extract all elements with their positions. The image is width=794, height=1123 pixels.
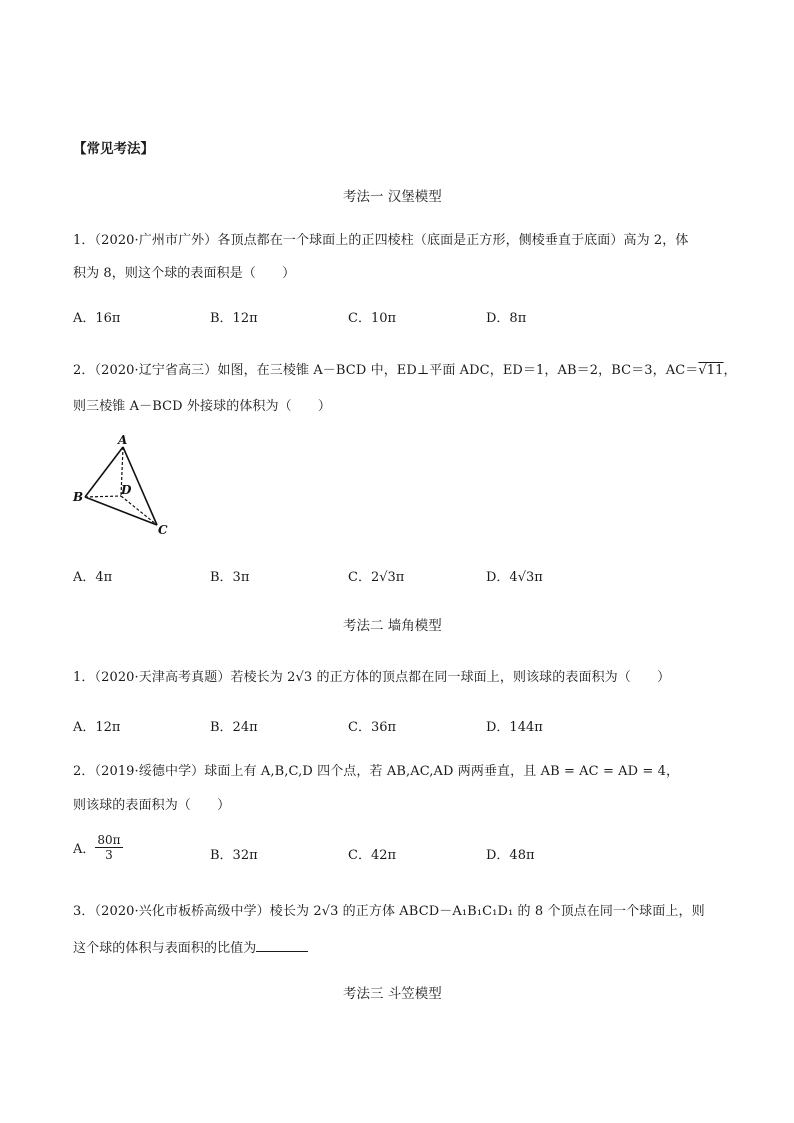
figure-label-c: C — [158, 523, 168, 537]
section-title-1: 考法一 汉堡模型 — [343, 189, 442, 205]
s1-q1-option-a[interactable]: A．16π — [73, 311, 121, 326]
tetrahedron-figure — [68, 430, 178, 540]
s2-q2-option-a-fraction — [95, 833, 122, 862]
figure-label-d: D — [121, 483, 132, 497]
s2-q2-option-b[interactable]: B．32π — [210, 848, 258, 863]
s2-q1-option-a[interactable]: A．12π — [73, 720, 121, 735]
s1-q1-option-d[interactable]: D．8π — [486, 311, 527, 326]
s2-q1-option-d[interactable]: D．144π — [486, 720, 543, 735]
figure-label-b: B — [73, 490, 84, 504]
s1-q1-line1: 1．（2020·广州市广外）各顶点都在一个球面上的正四棱柱（底面是正方形，侧棱垂直于底面）高为 2，体 — [73, 233, 689, 248]
fraction-numerator: 80π — [97, 833, 121, 847]
s1-q1-option-c[interactable]: C．10π — [348, 311, 397, 326]
s2-q3-line2 — [73, 937, 308, 956]
s1-q1-line2: 积为 8，则这个球的表面积是（ ） — [73, 266, 296, 281]
s1-q2-comma: ， — [723, 363, 737, 378]
s1-q2-option-d[interactable]: D．4√3π — [486, 570, 543, 585]
s1-q2-line2: 则三棱锥 A－BCD 外接球的体积为（ ） — [73, 399, 332, 414]
s2-q1-option-b[interactable]: B．24π — [210, 720, 258, 735]
s2-q1-line1: 1．（2020·天津高考真题）若棱长为 2√3 的正方体的顶点都在同一球面上，则该球的表面积为（ ） — [73, 670, 671, 685]
s1-q2-sqrt11: √11 — [698, 363, 724, 378]
s2-q2-option-c[interactable]: C．42π — [348, 848, 397, 863]
section-title-2: 考法二 墙角模型 — [343, 618, 442, 634]
page-header: 【常见考法】 — [73, 141, 154, 157]
s2-q2-option-d[interactable]: D．48π — [486, 848, 535, 863]
fraction-denominator: 3 — [105, 848, 113, 862]
s1-q2-option-c[interactable]: C．2√3π — [348, 570, 405, 585]
s2-q2-line1: 2．（2019·绥德中学）球面上有 A,B,C,D 四个点，若 AB,AC,AD 两两垂直，且 AB = AC = AD = 4， — [73, 764, 680, 779]
s1-q2-option-b[interactable]: B．3π — [210, 570, 250, 585]
s2-q3-line1: 3．（2020·兴化市板桥高级中学）棱长为 2√3 的正方体 ABCD－A₁B₁C₁D₁ 的 8 个顶点在同一个球面上，则 — [73, 904, 705, 919]
s2-q1-option-c[interactable]: C．36π — [348, 720, 397, 735]
s2-q2-option-a[interactable] — [73, 833, 123, 862]
section-title-3: 考法三 斗笠模型 — [343, 986, 442, 1002]
answer-blank[interactable] — [256, 940, 308, 952]
figure-label-a: A — [118, 433, 128, 447]
s1-q2-option-a[interactable]: A．4π — [73, 570, 113, 585]
s1-q2-line1-text: 2．（2020·辽宁省高三）如图，在三棱锥 A－BCD 中，ED⊥平面 ADC，ED＝1，AB＝2，BC＝3，AC＝ — [73, 363, 699, 378]
s2-q3-line2-text: 这个球的体积与表面积的比值为 — [73, 941, 257, 956]
s2-q2-line2: 则该球的表面积为（ ） — [73, 798, 231, 813]
s2-q2-option-a-prefix: A． — [73, 842, 96, 857]
s1-q1-option-b[interactable]: B．12π — [210, 311, 258, 326]
s1-q2-line1 — [73, 359, 737, 378]
